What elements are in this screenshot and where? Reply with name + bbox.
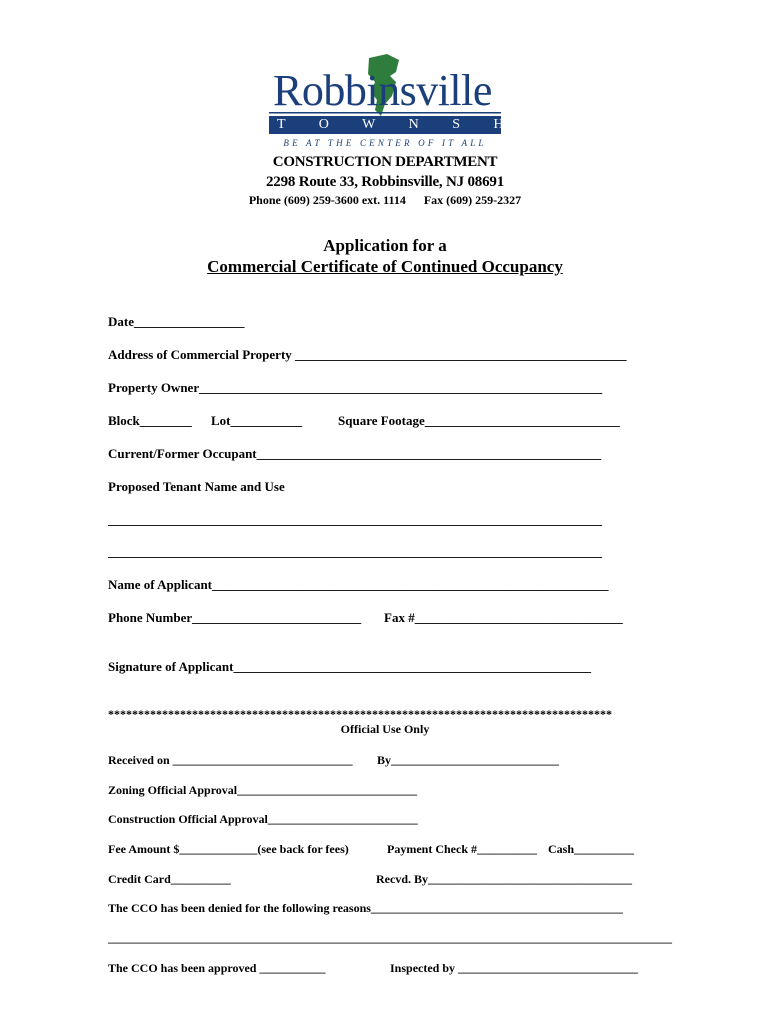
inspected-by-field[interactable]: Inspected by ______________________________ [390, 961, 639, 975]
credit-card-field[interactable]: Credit Card__________ [108, 872, 231, 886]
property-address-field[interactable]: Address of Commercial Property ___________________________________________________ [108, 347, 627, 362]
received-by-payment-field[interactable]: Recvd. By__________________________________ [376, 872, 632, 886]
fax-number: Fax (609) 259-2327 [423, 193, 522, 207]
logo-wordmark: Robbinsville [273, 66, 492, 115]
applicant-phone-field[interactable]: Phone Number__________________________ [108, 610, 362, 625]
section-separator: ************************************************************************************ [108, 707, 612, 721]
date-field[interactable]: Date_________________ [108, 314, 245, 329]
township-logo [259, 52, 599, 152]
logo-township-bar: T O W N S H I P [269, 116, 501, 134]
applicant-fax-field[interactable]: Fax #________________________________ [384, 610, 623, 625]
form-title-line2: Commercial Certificate of Continued Occupancy [207, 257, 563, 276]
form-title-line1: Application for a [323, 236, 447, 255]
logo-tagline: BE AT THE CENTER OF IT ALL [283, 138, 487, 148]
cash-field[interactable]: Cash__________ [548, 842, 635, 856]
received-by-field[interactable]: By____________________________ [377, 753, 560, 767]
denied-reasons-field[interactable]: The CCO has been denied for the following reasons__________________________________________ [108, 901, 623, 915]
lot-field[interactable]: Lot___________ [211, 413, 302, 428]
official-use-heading: Official Use Only [340, 722, 430, 736]
zoning-approval-field[interactable]: Zoning Official Approval______________________________ [108, 783, 418, 797]
fee-amount-field[interactable]: Fee Amount $_____________(see back for fees) [108, 842, 349, 856]
tenant-label: Proposed Tenant Name and Use [108, 479, 285, 494]
department-name: CONSTRUCTION DEPARTMENT [272, 154, 498, 170]
occupant-field[interactable]: Current/Former Occupant_____________________________________________________ [108, 446, 602, 461]
contact-line [0, 193, 770, 208]
applicant-name-field[interactable]: Name of Applicant_____________________________________________________________ [108, 577, 609, 592]
construction-approval-field[interactable]: Construction Official Approval_________________________ [108, 812, 418, 826]
approved-field[interactable]: The CCO has been approved ___________ [108, 961, 326, 975]
block-field[interactable]: Block________ [108, 413, 192, 428]
signature-field[interactable]: Signature of Applicant_______________________________________________________ [108, 659, 591, 674]
payment-check-field[interactable]: Payment Check #__________ [387, 842, 537, 856]
denied-reasons-line-2[interactable]: ______________________________________________________________________________________________ [108, 931, 672, 945]
department-address: 2298 Route 33, Robbinsville, NJ 08691 [265, 174, 505, 190]
tenant-line-2[interactable]: ____________________________________________________________________________ [108, 544, 602, 559]
received-on-field[interactable]: Received on ______________________________ [108, 753, 353, 767]
square-footage-field[interactable]: Square Footage______________________________ [338, 413, 620, 428]
property-owner-field[interactable]: Property Owner______________________________________________________________ [108, 380, 603, 395]
phone-number: Phone (609) 259-3600 ext. 1114 [248, 193, 406, 207]
tenant-line-1[interactable]: ____________________________________________________________________________ [108, 512, 602, 527]
